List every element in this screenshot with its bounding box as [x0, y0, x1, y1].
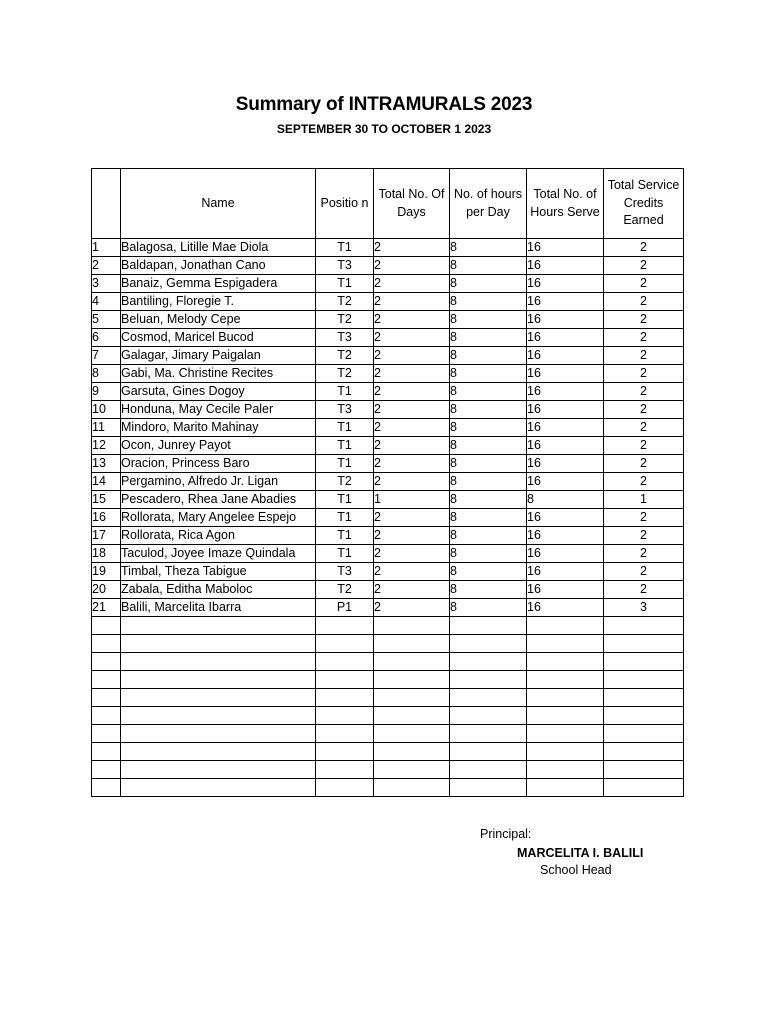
hours-per-day-cell: 8 [450, 599, 527, 617]
employee-name-cell: Mindoro, Marito Mahinay [121, 419, 316, 437]
hours-per-day-cell: 8 [450, 239, 527, 257]
table-row [92, 401, 684, 419]
position-cell: T2 [316, 581, 374, 599]
table-header-row [92, 169, 684, 239]
hours-per-day-cell [450, 779, 527, 797]
total-hours-cell: 16 [527, 347, 604, 365]
employee-name-cell: Beluan, Melody Cepe [121, 311, 316, 329]
table-row [92, 437, 684, 455]
position-cell [316, 743, 374, 761]
position-cell: P1 [316, 599, 374, 617]
service-credits-cell [604, 725, 684, 743]
employee-name-cell: Galagar, Jimary Paigalan [121, 347, 316, 365]
table-row [92, 491, 684, 509]
hours-per-day-cell: 8 [450, 311, 527, 329]
service-credits-cell: 2 [604, 329, 684, 347]
position-cell: T2 [316, 347, 374, 365]
total-days-cell [374, 761, 450, 779]
total-hours-cell [527, 725, 604, 743]
row-number-cell: 11 [92, 419, 121, 437]
table-row [92, 419, 684, 437]
total-hours-cell [527, 617, 604, 635]
service-credits-cell: 2 [604, 419, 684, 437]
employee-name-cell: Oracion, Princess Baro [121, 455, 316, 473]
employee-name-cell [121, 779, 316, 797]
position-cell [316, 725, 374, 743]
position-cell [316, 779, 374, 797]
total-days-cell: 2 [374, 311, 450, 329]
hours-per-day-cell: 8 [450, 509, 527, 527]
total-days-cell [374, 725, 450, 743]
position-cell: T2 [316, 473, 374, 491]
table-row [92, 383, 684, 401]
row-number-cell [92, 761, 121, 779]
row-number-cell: 8 [92, 365, 121, 383]
hours-per-day-cell: 8 [450, 293, 527, 311]
total-hours-cell: 16 [527, 293, 604, 311]
service-credits-cell: 2 [604, 365, 684, 383]
row-number-cell [92, 653, 121, 671]
signatory-role-label: Principal: [480, 827, 532, 841]
position-cell: T1 [316, 491, 374, 509]
service-credits-cell: 2 [604, 239, 684, 257]
hours-per-day-cell: 8 [450, 545, 527, 563]
employee-name-cell [121, 743, 316, 761]
position-cell: T1 [316, 383, 374, 401]
total-hours-cell: 16 [527, 455, 604, 473]
employee-name-cell: Rollorata, Rica Agon [121, 527, 316, 545]
total-days-cell: 2 [374, 275, 450, 293]
row-number-cell: 14 [92, 473, 121, 491]
hours-per-day-cell: 8 [450, 365, 527, 383]
service-credits-cell: 2 [604, 563, 684, 581]
service-credits-cell: 2 [604, 257, 684, 275]
employee-name-cell: Honduna, May Cecile Paler [121, 401, 316, 419]
employee-name-cell [121, 761, 316, 779]
total-days-cell: 2 [374, 383, 450, 401]
service-credits-cell: 2 [604, 509, 684, 527]
total-days-cell: 2 [374, 293, 450, 311]
total-days-cell: 2 [374, 365, 450, 383]
service-credits-cell [604, 689, 684, 707]
hours-per-day-cell: 8 [450, 257, 527, 275]
hours-per-day-cell [450, 671, 527, 689]
position-cell: T1 [316, 275, 374, 293]
position-cell: T1 [316, 455, 374, 473]
header-name: Name [121, 169, 316, 239]
position-cell [316, 635, 374, 653]
row-number-cell: 15 [92, 491, 121, 509]
header-position: Positio n [316, 169, 374, 239]
table-row [92, 707, 684, 725]
table-row [92, 347, 684, 365]
row-number-cell: 16 [92, 509, 121, 527]
table-row [92, 617, 684, 635]
total-hours-cell: 16 [527, 257, 604, 275]
position-cell: T1 [316, 437, 374, 455]
total-days-cell: 2 [374, 473, 450, 491]
total-days-cell: 2 [374, 437, 450, 455]
employee-name-cell [121, 671, 316, 689]
row-number-cell: 5 [92, 311, 121, 329]
employee-name-cell: Balagosa, Litille Mae Diola [121, 239, 316, 257]
hours-per-day-cell [450, 653, 527, 671]
service-credits-cell: 2 [604, 401, 684, 419]
service-credits-cell: 2 [604, 347, 684, 365]
employee-name-cell: Balili, Marcelita Ibarra [121, 599, 316, 617]
total-days-cell: 2 [374, 347, 450, 365]
service-credits-cell [604, 617, 684, 635]
table-row [92, 743, 684, 761]
position-cell: T3 [316, 329, 374, 347]
employee-name-cell: Garsuta, Gines Dogoy [121, 383, 316, 401]
total-hours-cell [527, 743, 604, 761]
header-total-hours: Total No. of Hours Serve [527, 169, 604, 239]
total-hours-cell [527, 635, 604, 653]
service-credits-cell: 2 [604, 311, 684, 329]
service-credits-cell [604, 761, 684, 779]
document-date-range: SEPTEMBER 30 TO OCTOBER 1 2023 [276, 122, 492, 136]
hours-per-day-cell: 8 [450, 275, 527, 293]
total-hours-cell [527, 761, 604, 779]
total-days-cell [374, 617, 450, 635]
total-hours-cell: 16 [527, 545, 604, 563]
service-credits-cell: 2 [604, 581, 684, 599]
total-days-cell [374, 689, 450, 707]
table-row [92, 689, 684, 707]
service-credits-cell: 2 [604, 527, 684, 545]
employee-name-cell: Cosmod, Maricel Bucod [121, 329, 316, 347]
employee-name-cell: Bantiling, Floregie T. [121, 293, 316, 311]
service-credits-cell: 2 [604, 383, 684, 401]
position-cell: T1 [316, 239, 374, 257]
hours-per-day-cell [450, 689, 527, 707]
total-days-cell: 2 [374, 581, 450, 599]
hours-per-day-cell: 8 [450, 455, 527, 473]
total-days-cell: 2 [374, 401, 450, 419]
header-number [92, 169, 121, 239]
hours-per-day-cell: 8 [450, 581, 527, 599]
total-days-cell: 1 [374, 491, 450, 509]
position-cell [316, 671, 374, 689]
row-number-cell: 3 [92, 275, 121, 293]
employee-name-cell: Gabi, Ma. Christine Recites [121, 365, 316, 383]
position-cell [316, 689, 374, 707]
position-cell [316, 707, 374, 725]
employee-name-cell [121, 617, 316, 635]
employee-name-cell [121, 653, 316, 671]
row-number-cell: 10 [92, 401, 121, 419]
hours-per-day-cell: 8 [450, 563, 527, 581]
table-row [92, 653, 684, 671]
total-hours-cell: 16 [527, 401, 604, 419]
table-row [92, 365, 684, 383]
table-row [92, 311, 684, 329]
employee-name-cell [121, 725, 316, 743]
hours-per-day-cell [450, 743, 527, 761]
total-hours-cell: 16 [527, 599, 604, 617]
hours-per-day-cell: 8 [450, 473, 527, 491]
employee-name-cell: Zabala, Editha Maboloc [121, 581, 316, 599]
table-row [92, 581, 684, 599]
total-days-cell: 2 [374, 509, 450, 527]
row-number-cell [92, 725, 121, 743]
total-hours-cell [527, 671, 604, 689]
signatory-name: MARCELITA I. BALILI [517, 846, 644, 860]
row-number-cell [92, 689, 121, 707]
service-credits-cell: 2 [604, 437, 684, 455]
total-days-cell: 2 [374, 563, 450, 581]
position-cell: T2 [316, 311, 374, 329]
hours-per-day-cell: 8 [450, 329, 527, 347]
service-credits-cell: 3 [604, 599, 684, 617]
employee-name-cell: Pergamino, Alfredo Jr. Ligan [121, 473, 316, 491]
table-row [92, 599, 684, 617]
employee-name-cell: Taculod, Joyee Imaze Quindala [121, 545, 316, 563]
service-credits-cell: 2 [604, 455, 684, 473]
row-number-cell: 7 [92, 347, 121, 365]
hours-per-day-cell: 8 [450, 527, 527, 545]
employee-name-cell: Baldapan, Jonathan Cano [121, 257, 316, 275]
service-credits-cell: 1 [604, 491, 684, 509]
total-days-cell [374, 743, 450, 761]
service-credits-cell [604, 779, 684, 797]
table-row [92, 761, 684, 779]
total-days-cell: 2 [374, 419, 450, 437]
position-cell: T1 [316, 527, 374, 545]
total-days-cell: 2 [374, 527, 450, 545]
total-hours-cell: 16 [527, 563, 604, 581]
table-row [92, 275, 684, 293]
position-cell: T3 [316, 563, 374, 581]
total-hours-cell: 16 [527, 437, 604, 455]
total-days-cell: 2 [374, 239, 450, 257]
hours-per-day-cell: 8 [450, 383, 527, 401]
position-cell [316, 653, 374, 671]
service-credits-cell [604, 653, 684, 671]
hours-per-day-cell [450, 761, 527, 779]
total-hours-cell [527, 653, 604, 671]
employee-name-cell [121, 635, 316, 653]
service-credits-cell: 2 [604, 473, 684, 491]
row-number-cell: 13 [92, 455, 121, 473]
row-number-cell: 17 [92, 527, 121, 545]
total-days-cell: 2 [374, 455, 450, 473]
service-credits-cell [604, 635, 684, 653]
total-hours-cell: 16 [527, 473, 604, 491]
row-number-cell: 20 [92, 581, 121, 599]
total-hours-cell: 8 [527, 491, 604, 509]
table-row [92, 779, 684, 797]
service-credits-cell: 2 [604, 293, 684, 311]
position-cell: T1 [316, 509, 374, 527]
total-hours-cell: 16 [527, 311, 604, 329]
table-row [92, 329, 684, 347]
total-days-cell [374, 635, 450, 653]
hours-per-day-cell: 8 [450, 491, 527, 509]
employee-name-cell: Banaiz, Gemma Espigadera [121, 275, 316, 293]
row-number-cell: 1 [92, 239, 121, 257]
total-hours-cell: 16 [527, 239, 604, 257]
signatory-title: School Head [540, 863, 612, 877]
service-credits-table [91, 168, 684, 797]
total-days-cell [374, 779, 450, 797]
table-row [92, 239, 684, 257]
row-number-cell: 9 [92, 383, 121, 401]
row-number-cell: 6 [92, 329, 121, 347]
row-number-cell: 19 [92, 563, 121, 581]
row-number-cell [92, 707, 121, 725]
table-row [92, 635, 684, 653]
total-days-cell: 2 [374, 329, 450, 347]
hours-per-day-cell: 8 [450, 437, 527, 455]
hours-per-day-cell: 8 [450, 419, 527, 437]
total-hours-cell: 16 [527, 419, 604, 437]
position-cell: T2 [316, 293, 374, 311]
total-days-cell: 2 [374, 599, 450, 617]
document-title: Summary of INTRAMURALS 2023 [235, 94, 533, 115]
table-row [92, 671, 684, 689]
row-number-cell [92, 635, 121, 653]
total-hours-cell: 16 [527, 329, 604, 347]
position-cell: T1 [316, 419, 374, 437]
total-hours-cell [527, 779, 604, 797]
position-cell [316, 617, 374, 635]
service-credits-cell [604, 707, 684, 725]
position-cell: T3 [316, 401, 374, 419]
employee-name-cell: Rollorata, Mary Angelee Espejo [121, 509, 316, 527]
employee-name-cell [121, 689, 316, 707]
total-days-cell: 2 [374, 545, 450, 563]
table-row [92, 509, 684, 527]
row-number-cell: 4 [92, 293, 121, 311]
position-cell: T3 [316, 257, 374, 275]
employee-name-cell: Ocon, Junrey Payot [121, 437, 316, 455]
total-hours-cell: 16 [527, 527, 604, 545]
header-total-days: Total No. Of Days [374, 169, 450, 239]
total-days-cell [374, 707, 450, 725]
row-number-cell: 12 [92, 437, 121, 455]
hours-per-day-cell: 8 [450, 347, 527, 365]
employee-name-cell [121, 707, 316, 725]
service-credits-cell [604, 671, 684, 689]
row-number-cell [92, 671, 121, 689]
table-row [92, 293, 684, 311]
total-days-cell: 2 [374, 257, 450, 275]
position-cell: T2 [316, 365, 374, 383]
table-row [92, 473, 684, 491]
row-number-cell [92, 617, 121, 635]
employee-name-cell: Timbal, Theza Tabigue [121, 563, 316, 581]
service-credits-cell: 2 [604, 545, 684, 563]
hours-per-day-cell [450, 707, 527, 725]
position-cell: T1 [316, 545, 374, 563]
hours-per-day-cell [450, 617, 527, 635]
header-service-credits: Total Service Credits Earned [604, 169, 684, 239]
hours-per-day-cell [450, 635, 527, 653]
table-row [92, 257, 684, 275]
header-hours-per-day: No. of hours per Day [450, 169, 527, 239]
total-hours-cell: 16 [527, 275, 604, 293]
total-hours-cell [527, 689, 604, 707]
hours-per-day-cell: 8 [450, 401, 527, 419]
row-number-cell [92, 779, 121, 797]
total-hours-cell: 16 [527, 581, 604, 599]
total-hours-cell: 16 [527, 383, 604, 401]
table-row [92, 725, 684, 743]
row-number-cell: 2 [92, 257, 121, 275]
total-days-cell [374, 671, 450, 689]
total-days-cell [374, 653, 450, 671]
employee-name-cell: Pescadero, Rhea Jane Abadies [121, 491, 316, 509]
table-row [92, 527, 684, 545]
row-number-cell [92, 743, 121, 761]
table-row [92, 545, 684, 563]
total-hours-cell: 16 [527, 365, 604, 383]
service-credits-cell: 2 [604, 275, 684, 293]
row-number-cell: 18 [92, 545, 121, 563]
position-cell [316, 761, 374, 779]
table-row [92, 563, 684, 581]
total-hours-cell [527, 707, 604, 725]
row-number-cell: 21 [92, 599, 121, 617]
hours-per-day-cell [450, 725, 527, 743]
total-hours-cell: 16 [527, 509, 604, 527]
service-credits-cell [604, 743, 684, 761]
table-row [92, 455, 684, 473]
